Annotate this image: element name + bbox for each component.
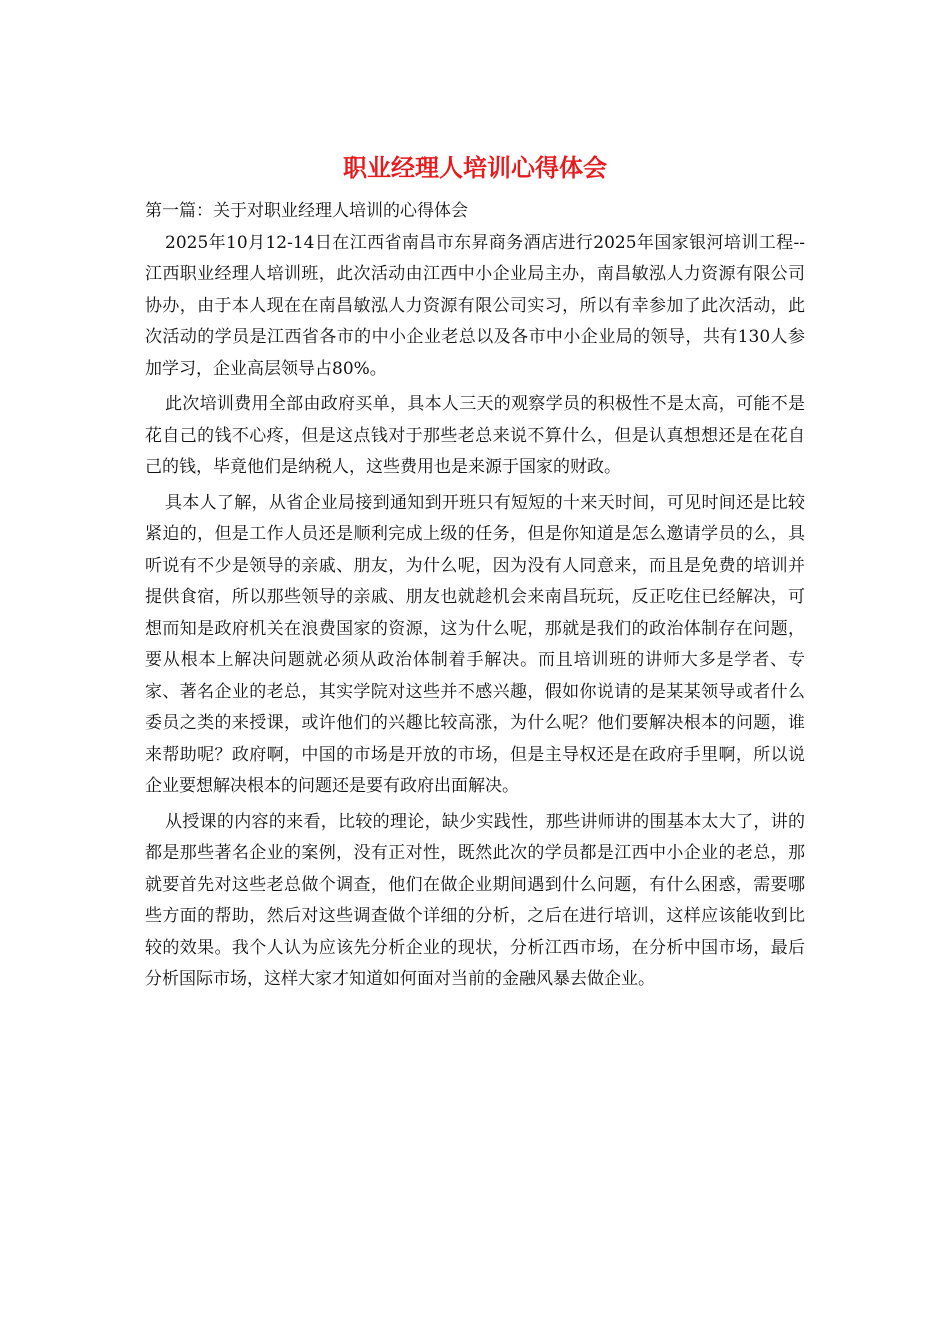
paragraph-1: 2025年10月12-14日在江西省南昌市东昇商务酒店进行2025年国家银河培训工程--江西职业经理人培训班，此次活动由江西中小企业局主办，南昌敏泓人力资源有限公司协办，由于本人现在在南昌敏泓人力资源有限公司实习，所以有幸参加了此次活动，此次活动的学员是江西省各市的中小企业老总以及各市中小企业局的领导，共有130人参加学习，企业高层领导占80%。: [145, 232, 805, 379]
document-body: [145, 196, 805, 1000]
paragraph-3: 具本人了解，从省企业局接到通知到开班只有短短的十来天时间，可见时间还是比较紧迫的，但是工作人员还是顺利完成上级的任务，但是你知道是怎么邀请学员的么，具听说有不少是领导的亲戚、朋友，为什么呢，因为没有人同意来，而且是免费的培训并提供食宿，所以那些领导的亲戚、朋友也就趁机会来南昌玩玩，反正吃住已经解决，可想而知是政府机关在浪费国家的资源，这为什么呢，那就是我们的政治体制存在问题，要从根本上解决问题就必须从政治体制着手解决。而且培训班的讲师大多是学者、专家、著名企业的老总，其实学院对这些并不感兴趣，假如你说请的是某某领导或者什么委员之类的来授课，或许他们的兴趣比较高涨，为什么呢？他们要解决根本的问题，谁来帮助呢？政府啊，中国的市场是开放的市场，但是主导权还是在政府手里啊，所以说企业要想解决根本的问题还是要有政府出面解决。: [145, 492, 805, 796]
section-heading: 第一篇：关于对职业经理人培训的心得体会: [145, 201, 468, 221]
document-title: 职业经理人培训心得体会: [343, 153, 607, 182]
paragraph-2: 此次培训费用全部由政府买单，具本人三天的观察学员的积极性不是太高，可能不是花自己的钱不心疼，但是这点钱对于那些老总来说不算什么，但是认真想想还是在花自己的钱，毕竟他们是纳税人，这些费用也是来源于国家的财政。: [145, 394, 805, 477]
paragraph-4: 从授课的内容的来看，比较的理论，缺少实践性，那些讲师讲的围基本太大了，讲的都是那些著名企业的案例，没有正对性，既然此次的学员都是江西中小企业的老总，那就要首先对这些老总做个调查，他们在做企业期间遇到什么问题，有什么困惑，需要哪些方面的帮助，然后对这些调查做个详细的分析，之后在进行培训，这样应该能收到比较的效果。我个人认为应该先分析企业的现状，分析江西市场，在分析中国市场，最后分析国际市场，这样大家才知道如何面对当前的金融风暴去做企业。: [145, 811, 805, 989]
